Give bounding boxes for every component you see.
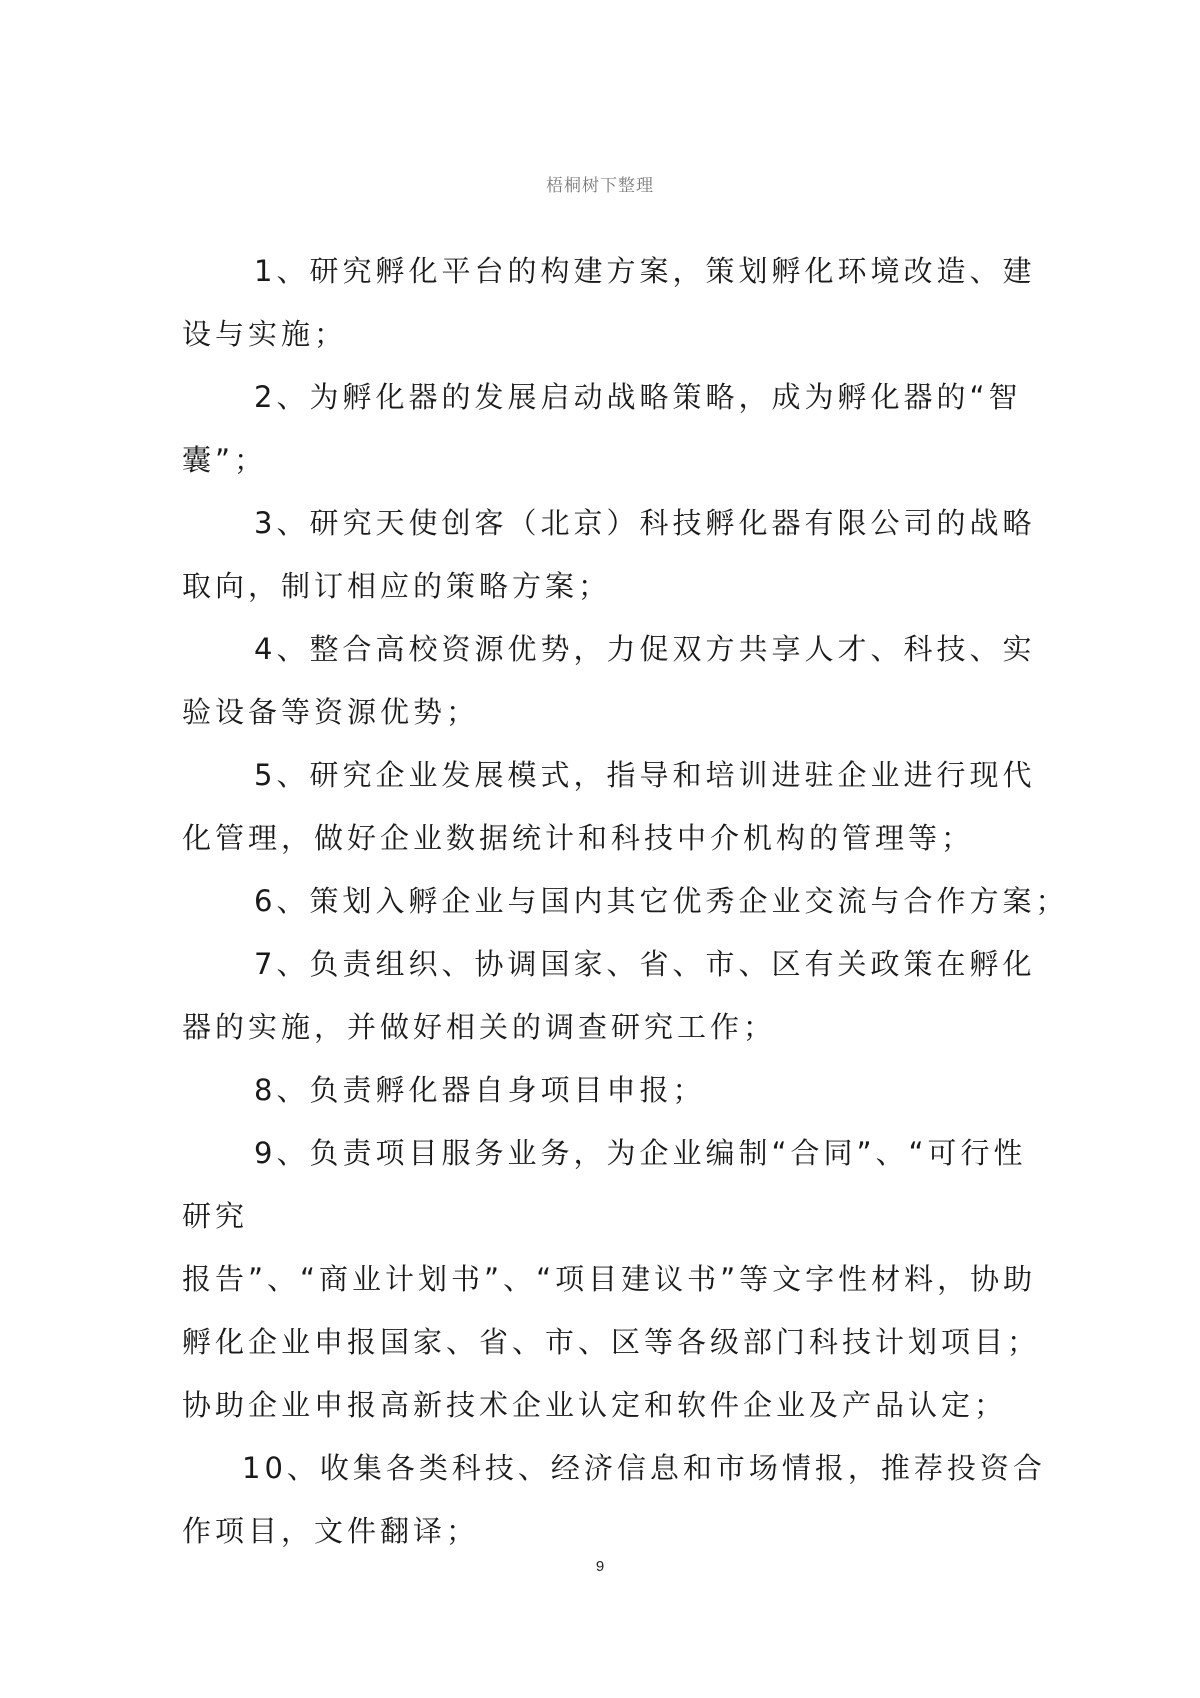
paragraph-line: 取向，制订相应的策略方案；	[182, 569, 612, 603]
paragraph-line: 1、研究孵化平台的构建方案，策划孵化环境改造、建	[254, 254, 1036, 288]
paragraph-line: 孵化企业申报国家、省、市、区等各级部门科技计划项目；	[182, 1325, 1041, 1359]
paragraph-line: 4、整合高校资源优势，力促双方共享人才、科技、实	[254, 632, 1036, 666]
page-number: 9	[595, 1558, 605, 1575]
paragraph-line: 3、研究天使创客（北京）科技孵化器有限公司的战略	[254, 506, 1036, 540]
paragraph-line: 验设备等资源优势；	[182, 695, 480, 729]
document-body	[182, 240, 1069, 1563]
paragraph-line: 5、研究企业发展模式，指导和培训进驻企业进行现代	[254, 758, 1036, 792]
paragraph-line: 研究	[182, 1199, 249, 1233]
paragraph-line: 7、负责组织、协调国家、省、市、区有关政策在孵化	[254, 947, 1036, 981]
paragraph-line: 8、负责孵化器自身项目申报；	[254, 1073, 706, 1107]
paragraph-line: 化管理，做好企业数据统计和科技中介机构的管理等；	[182, 821, 975, 855]
page-header: 梧桐树下整理	[546, 176, 654, 196]
paragraph-line: 囊”；	[182, 443, 268, 477]
paragraph-line: 9、负责项目服务业务，为企业编制“合同”、“可行性	[254, 1136, 1027, 1170]
paragraph-line: 设与实施；	[182, 317, 348, 351]
paragraph-line: 报告”、“商业计划书”、“项目建议书”等文字性材料，协助	[182, 1262, 1037, 1296]
paragraph-line: 器的实施，并做好相关的调查研究工作；	[182, 1010, 777, 1044]
paragraph-line: 协助企业申报高新技术企业认定和软件企业及产品认定；	[182, 1388, 1008, 1422]
paragraph-line: 作项目，文件翻译；	[182, 1514, 480, 1548]
paragraph-line: 6、策划入孵企业与国内其它优秀企业交流与合作方案；	[254, 884, 1069, 918]
paragraph-line: 2、为孵化器的发展启动战略策略，成为孵化器的“智	[254, 380, 1022, 414]
paragraph-line: 10、收集各类科技、经济信息和市场情报，推荐投资合	[242, 1451, 1046, 1485]
